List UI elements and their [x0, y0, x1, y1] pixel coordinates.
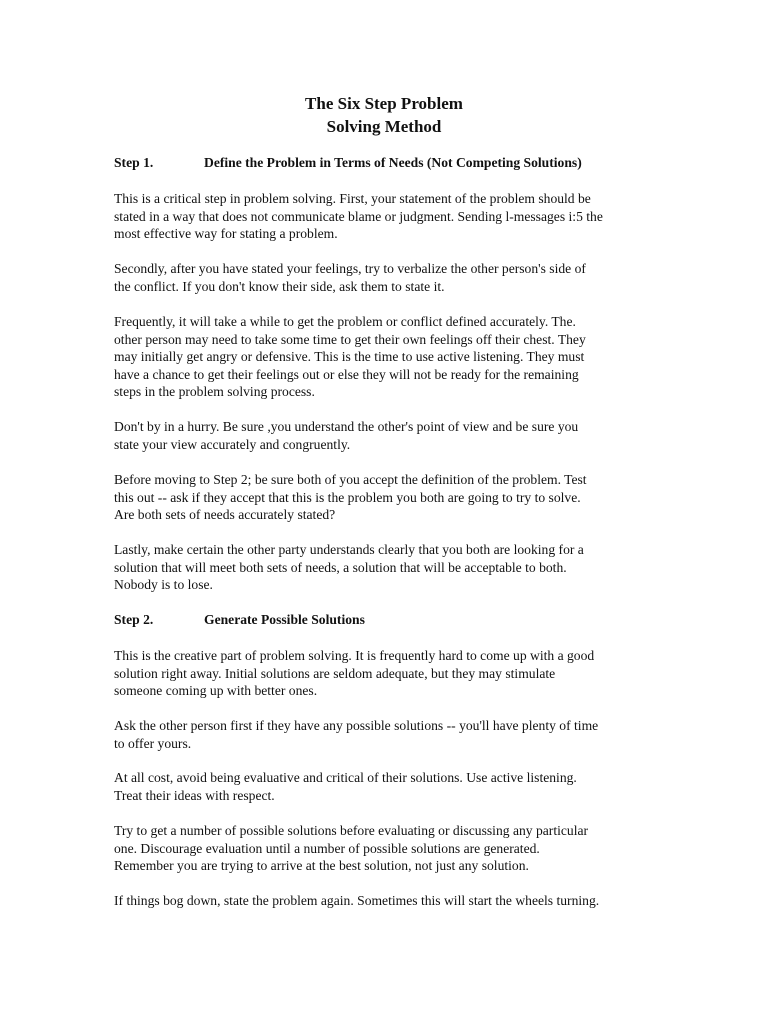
paragraph-7 [114, 647, 654, 700]
paragraph-line: Frequently, it will take a while to get the problem or conflict defined accurately. The. [114, 314, 576, 329]
paragraph-line: This is a critical step in problem solving. First, your statement of the problem should be [114, 191, 591, 206]
paragraph-1 [114, 190, 654, 243]
paragraph-line: Try to get a number of possible solutions before evaluating or discussing any particular [114, 823, 589, 838]
paragraph-5 [114, 471, 654, 524]
paragraph-line: solution that will meet both sets of needs, a solution that will be acceptable to both. [114, 559, 567, 575]
paragraph-10 [114, 822, 654, 875]
paragraph-line: may initially get angry or defensive. This is the time to use active listening. They must [114, 349, 585, 364]
paragraph-line: one. Discourage evaluation until a number of possible solutions are generated. [114, 840, 540, 856]
step-2-title: Generate Possible Solutions [204, 612, 365, 627]
paragraph-line: the conflict. If you don't know their side, ask them to state it. [114, 278, 445, 294]
paragraph-line: solution right away. Initial solutions are seldom adequate, but they may stimulate [114, 665, 556, 681]
document-title [0, 92, 768, 138]
paragraph-line: Nobody is to lose. [114, 577, 213, 592]
paragraph-2 [114, 260, 654, 295]
paragraph-line: Remember you are trying to arrive at the best solution, not just any solution. [114, 858, 529, 873]
paragraph-11 [114, 892, 654, 910]
title-line-1: The Six Step Problem [305, 94, 463, 113]
paragraph-line: Ask the other person first if they have any possible solutions -- you'll have plenty of time [114, 718, 599, 733]
paragraph-line: This is the creative part of problem solving. It is frequently hard to come up with a good [114, 648, 595, 663]
paragraph-line: Are both sets of needs accurately stated? [114, 507, 336, 522]
paragraph-line: Treat their ideas with respect. [114, 787, 275, 803]
paragraph-8 [114, 717, 654, 752]
paragraph-line: Before moving to Step 2; be sure both of you accept the definition of the problem. Test [114, 472, 587, 487]
paragraph-4 [114, 418, 654, 453]
step-2-heading [114, 611, 365, 629]
paragraph-line: Lastly, make certain the other party understands clearly that you both are looking for a [114, 542, 584, 557]
paragraph-line: Secondly, after you have stated your feelings, try to verbalize the other person's side of [114, 261, 586, 276]
title-line-2: Solving Method [326, 117, 442, 136]
paragraph-3 [114, 313, 654, 401]
paragraph-line: other person may need to take some time to get their own feelings off their chest. They [114, 331, 586, 347]
paragraph-line: someone coming up with better ones. [114, 683, 318, 698]
paragraph-line: state your view accurately and congruently. [114, 436, 351, 452]
step-2-number: Step 2. [114, 612, 154, 627]
paragraph-line: If things bog down, state the problem again. Sometimes this will start the wheels turning. [114, 893, 600, 908]
paragraph-line: stated in a way that does not communicate blame or judgment. Sending l-messages i:5 the [114, 208, 603, 224]
paragraph-9 [114, 769, 654, 804]
step-1-number: Step 1. [114, 155, 154, 170]
paragraph-line: have a chance to get their feelings out or else they will not be ready for the remaining [114, 366, 579, 382]
paragraph-line: At all cost, avoid being evaluative and critical of their solutions. Use active listening. [114, 770, 577, 785]
paragraph-6 [114, 541, 654, 594]
step-1-title: Define the Problem in Terms of Needs (Not Competing Solutions) [204, 155, 582, 170]
step-1-heading [114, 154, 582, 172]
paragraph-line: this out -- ask if they accept that this is the problem you both are going to try to solve. [114, 489, 581, 505]
paragraph-line: to offer yours. [114, 735, 192, 751]
paragraph-line: Don't by in a hurry. Be sure ,you understand the other's point of view and be sure you [114, 419, 579, 434]
paragraph-line: steps in the problem solving process. [114, 384, 315, 399]
paragraph-line: most effective way for stating a problem. [114, 226, 338, 241]
